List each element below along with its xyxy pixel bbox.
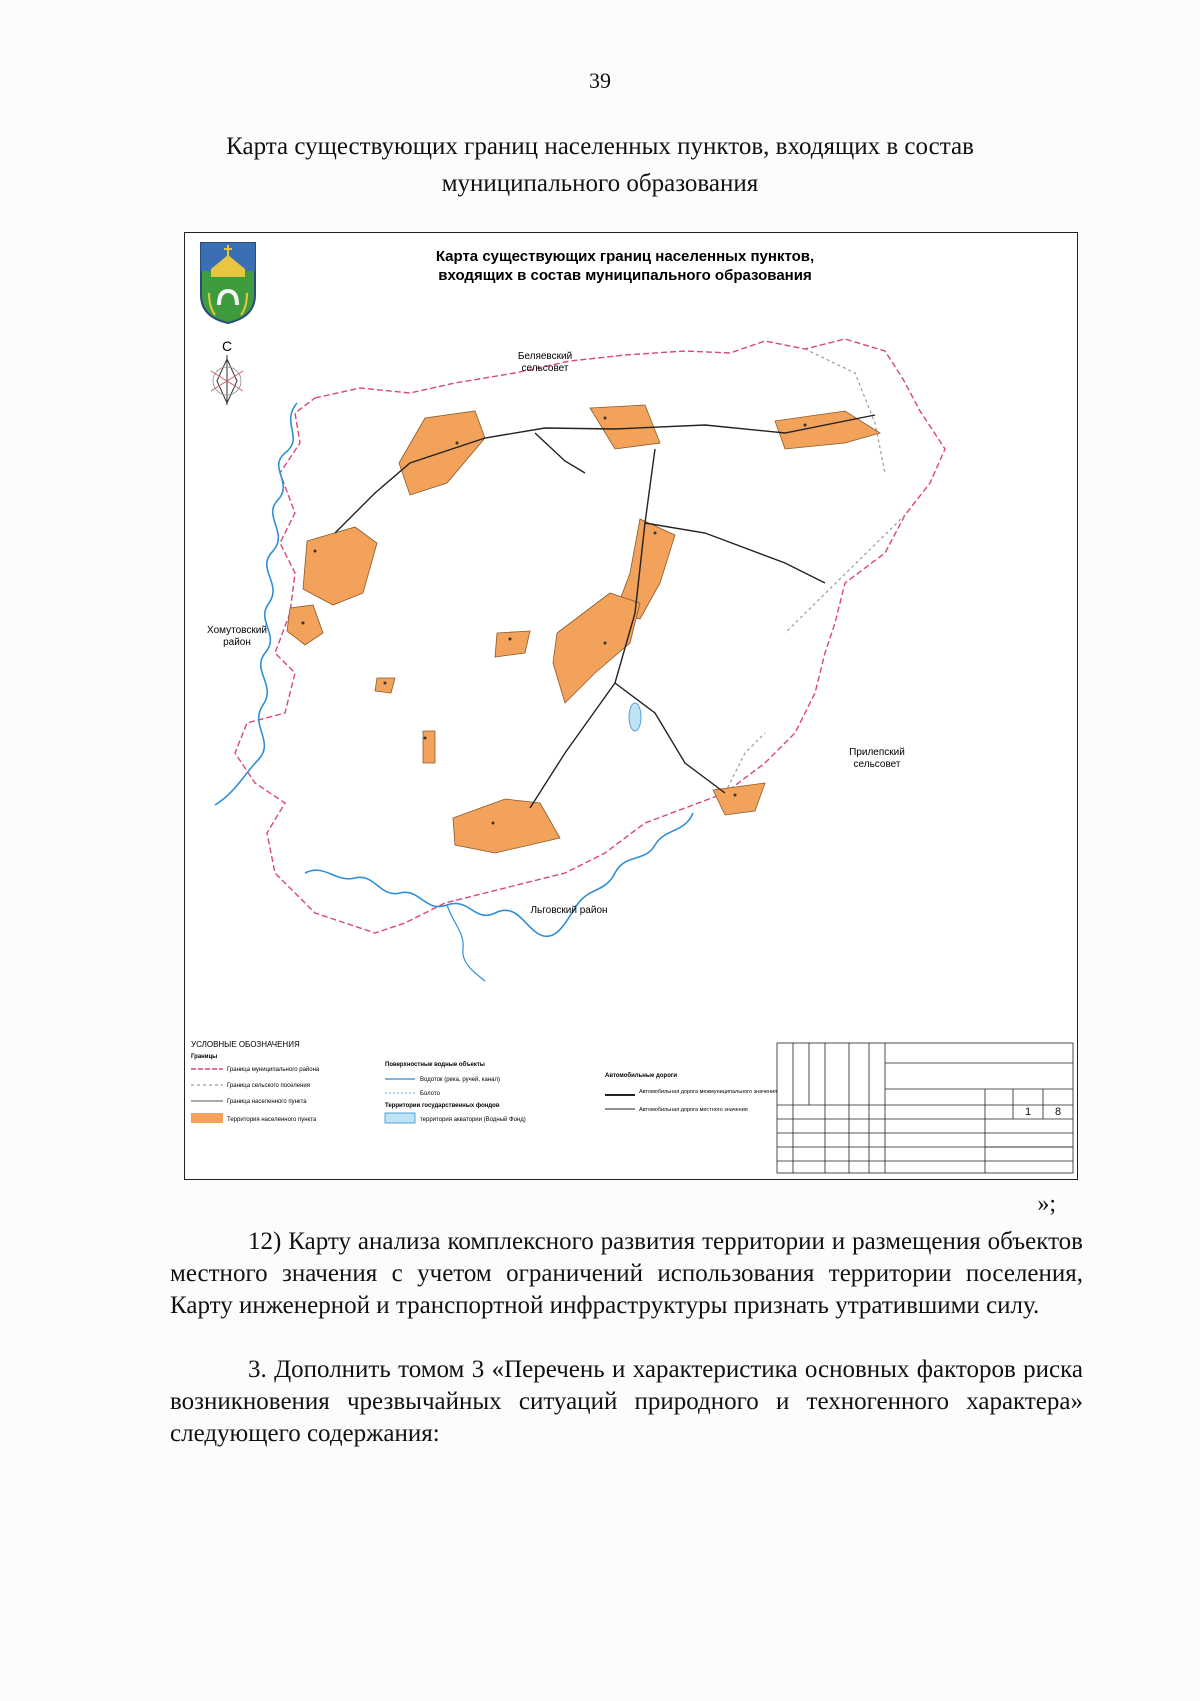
map-figure — [184, 232, 1078, 1180]
stamp-sheet: 1 — [1024, 1106, 1032, 1118]
north-label: С — [221, 338, 233, 354]
neighbor-west-line1: Хомутовский — [207, 625, 267, 636]
legend-water-fund: территория акватории (Водный Фонд) — [420, 1117, 526, 1123]
neighbor-north-line1: Беляевский — [517, 351, 573, 362]
settlement-area — [495, 631, 530, 657]
legend-swatch-water-fund — [385, 1113, 415, 1123]
map-canvas — [185, 233, 1077, 1179]
neighbor-south: Льговский район — [530, 905, 608, 916]
neighbor-west-line2: район — [223, 637, 251, 648]
legend-state-funds-heading: Территории государственных фондов — [385, 1103, 500, 1109]
neighbor-east-line1: Прилепский — [849, 747, 905, 758]
legend-road-local: Автомобильная дорога местного значения — [639, 1107, 748, 1113]
paragraph-3 — [170, 1354, 1083, 1450]
title-block-stamp — [777, 1043, 1073, 1173]
legend-boundary-rural: Граница сельского поселения — [227, 1083, 311, 1089]
legend-boundaries-heading: Границы — [191, 1054, 218, 1060]
settlement-area — [375, 678, 395, 693]
water-body — [629, 703, 641, 731]
legend-roads-heading: Автомобильные дороги — [605, 1073, 678, 1079]
legend-heading: УСЛОВНЫЕ ОБОЗНАЧЕНИЯ — [191, 1040, 300, 1049]
stamp-sheets: 8 — [1054, 1106, 1062, 1118]
north-arrow-icon — [211, 338, 243, 405]
map-title-line1: Карта существующих границ населенных пунктов, — [435, 248, 815, 265]
legend-road-inter: Автомобильная дорога межмуниципального значения — [639, 1089, 778, 1095]
closing-quote: »; — [1037, 1191, 1056, 1217]
legend-watercourse: Водоток (река, ручей, канал) — [420, 1077, 500, 1083]
coat-of-arms-emblem — [201, 243, 255, 323]
legend-swatch-settlement-territory — [191, 1113, 223, 1123]
legend-settlement-territory: Территория населенного пункта — [227, 1117, 317, 1123]
legend — [191, 1040, 777, 1123]
legend-boundary-district: Граница муниципального района — [227, 1067, 320, 1073]
legend-boundary-settlement: Граница населенного пункта — [227, 1099, 307, 1105]
map-title-line2: входящих в состав муниципального образования — [438, 267, 812, 284]
legend-swamp: Болото — [420, 1091, 440, 1097]
neighbor-north-line2: сельсовет — [521, 363, 569, 374]
paragraph-3-text: 3. Дополнить томом 3 «Перечень и характеристика основных факторов риска возникновения чрезвычайных ситуаций природного и техногенного характера» следующего содержания: — [170, 1356, 1083, 1447]
river-branch — [447, 905, 485, 981]
paragraph-12 — [170, 1226, 1083, 1322]
settlement-area — [423, 731, 435, 763]
page-number: 39 — [589, 68, 611, 93]
document-title-line2: муниципального образования — [441, 170, 759, 197]
document-title-line1: Карта существующих границ населенных пунктов, входящих в состав — [226, 133, 974, 160]
document-title — [160, 128, 1040, 202]
legend-water-heading: Поверхностные водные объекты — [385, 1062, 485, 1068]
neighbor-east-line2: сельсовет — [853, 759, 901, 770]
paragraph-12-text: 12) Карту анализа комплексного развития территории и размещения объектов местного значения с учетом ограничений использования территории поселения, Карту инженерной и транспортной инфраструктуры признать утратившими силу. — [170, 1228, 1083, 1319]
